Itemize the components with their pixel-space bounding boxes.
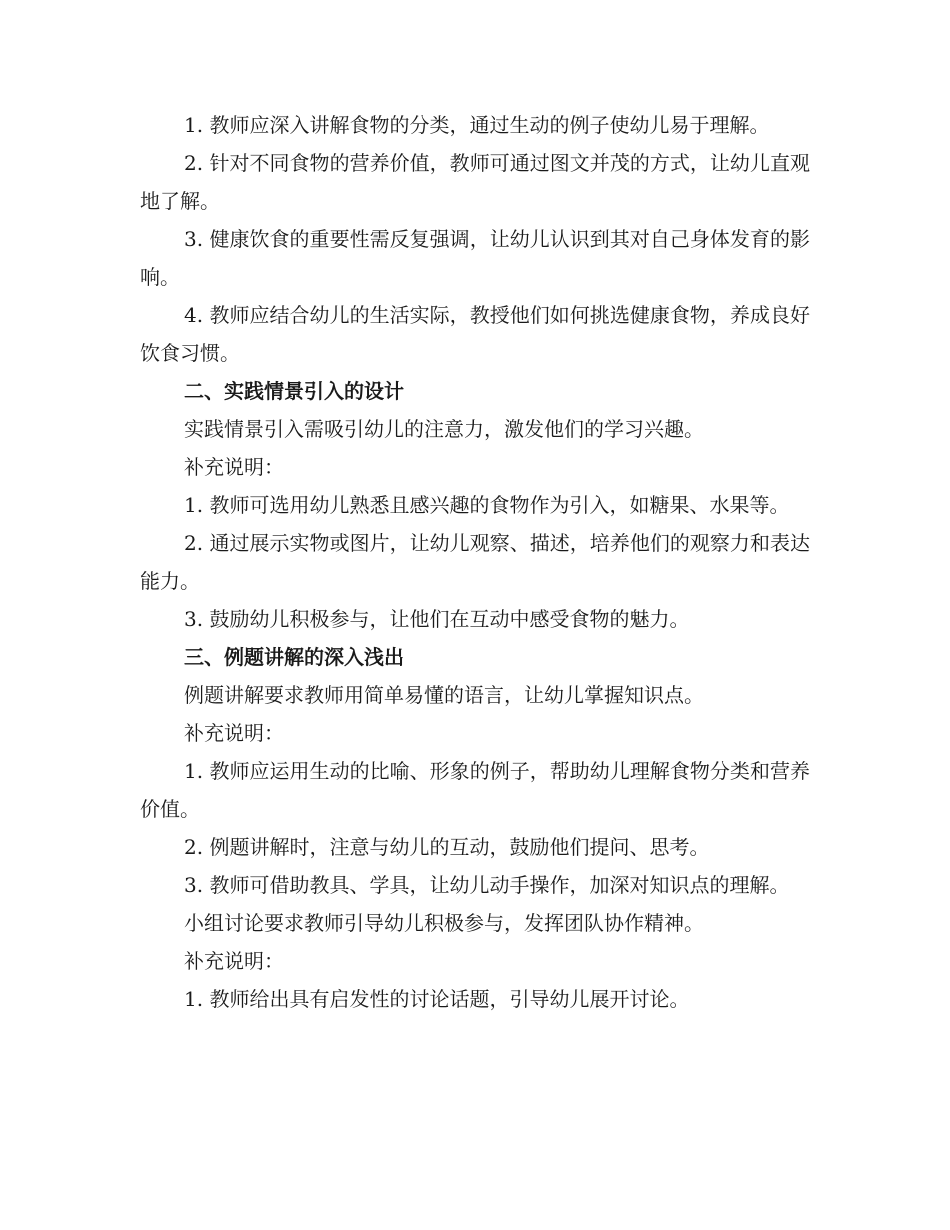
list-item: 3. 健康饮食的重要性需反复强调，让幼儿认识到其对自己身体发育的影响。 xyxy=(140,227,810,289)
list-item: 4. 教师应结合幼儿的生活实际，教授他们如何挑选健康食物，养成良好饮食习惯。 xyxy=(140,303,810,365)
list-item: 3. 鼓励幼儿积极参与，让他们在互动中感受食物的魅力。 xyxy=(184,607,690,631)
list-item: 1. 教师应运用生动的比喻、形象的例子，帮助幼儿理解食物分类和营养价值。 xyxy=(140,759,810,821)
list-item: 1. 教师可选用幼儿熟悉且感兴趣的食物作为引入，如糖果、水果等。 xyxy=(184,493,790,517)
section-intro: 例题讲解要求教师用简单易懂的语言，让幼儿掌握知识点。 xyxy=(184,683,704,707)
supplement-label: 补充说明： xyxy=(184,949,284,973)
list-item: 3. 教师可借助教具、学具，让幼儿动手操作，加深对知识点的理解。 xyxy=(184,873,790,897)
section-intro: 小组讨论要求教师引导幼儿积极参与，发挥团队协作精神。 xyxy=(184,911,704,935)
list-item: 2. 针对不同食物的营养价值，教师可通过图文并茂的方式，让幼儿直观地了解。 xyxy=(140,151,810,213)
list-item: 1. 教师应深入讲解食物的分类，通过生动的例子使幼儿易于理解。 xyxy=(184,113,770,137)
list-item: 2. 通过展示实物或图片，让幼儿观察、描述，培养他们的观察力和表达能力。 xyxy=(140,531,810,593)
supplement-label: 补充说明： xyxy=(184,455,284,479)
section-heading: 二、实践情景引入的设计 xyxy=(184,379,404,403)
document-page xyxy=(140,106,810,1018)
supplement-label: 补充说明： xyxy=(184,721,284,745)
list-item: 2. 例题讲解时，注意与幼儿的互动，鼓励他们提问、思考。 xyxy=(184,835,710,859)
section-heading: 三、例题讲解的深入浅出 xyxy=(184,645,404,669)
section-intro: 实践情景引入需吸引幼儿的注意力，激发他们的学习兴趣。 xyxy=(184,417,704,441)
list-item: 1. 教师给出具有启发性的讨论话题，引导幼儿展开讨论。 xyxy=(184,987,690,1011)
